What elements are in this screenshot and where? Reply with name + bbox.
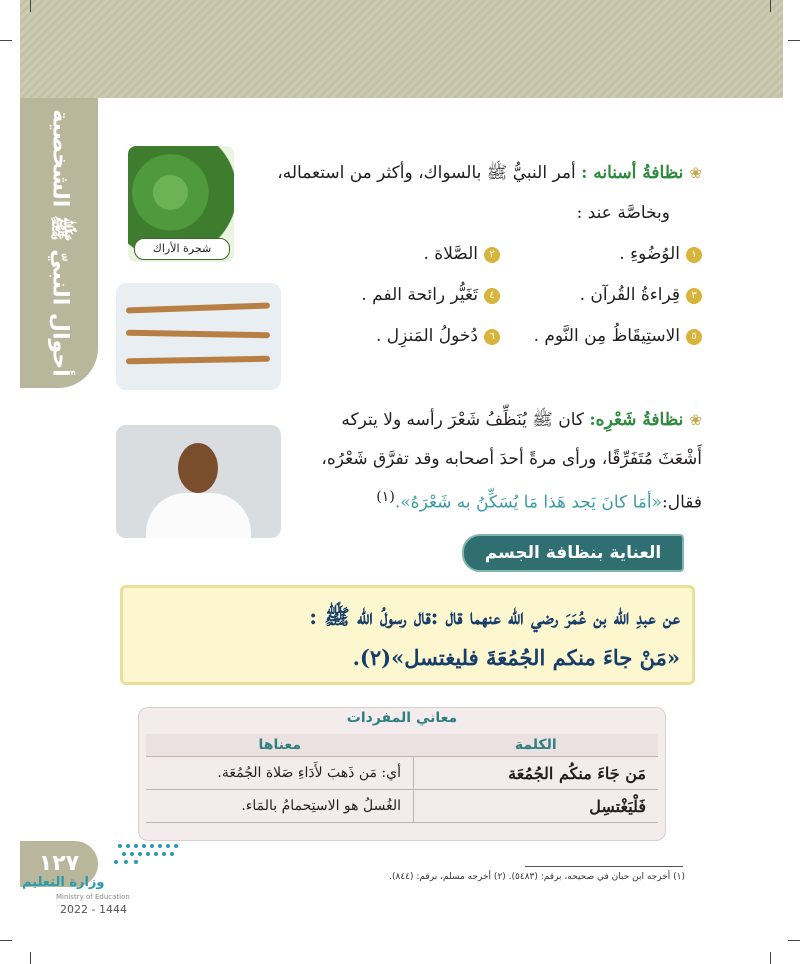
chapter-title-text: أحوال النبيّ ﷺ الشخصية xyxy=(48,109,73,377)
crop-mark xyxy=(788,940,800,941)
number-badge: ٥ xyxy=(686,329,702,345)
ministry-logo-icon xyxy=(112,838,192,868)
number-badge: ٣ xyxy=(686,288,702,304)
boy-combing-hair-image xyxy=(116,425,281,538)
hair-heading: نظافةُ شَعْرِه: xyxy=(589,410,684,430)
crop-mark xyxy=(30,952,31,964)
teeth-item-3 xyxy=(580,285,702,305)
crop-mark xyxy=(770,952,771,964)
teeth-item-text: تَغَيُّر رائحة الفم . xyxy=(361,285,478,305)
teeth-text-1: أمر النبيُّ ﷺ بالسواك، وأكثر من استعماله، xyxy=(277,163,576,183)
teeth-item-text: الوُضُوءِ . xyxy=(619,244,680,264)
arak-tree-caption: شجرة الأراك xyxy=(134,238,230,260)
vocabulary-title: معاني المفردات xyxy=(346,710,458,726)
vocab-word: فَلْيَغْتسِل xyxy=(414,790,659,823)
teeth-item-text: قِراءةُ القُرآن . xyxy=(579,285,680,305)
hair-ref: (١) xyxy=(376,489,395,505)
section-banner-label: العناية بنظافة الجسم xyxy=(484,543,662,563)
crop-mark xyxy=(0,40,12,41)
teeth-item-4 xyxy=(361,285,500,305)
table-row xyxy=(146,757,658,790)
teeth-item-5 xyxy=(534,326,702,346)
chapter-title-vertical xyxy=(20,98,98,388)
teeth-item-text: الاستِيقَاظُ مِن النَّوم . xyxy=(533,326,680,346)
hair-line-2: أَشْعَثَ مُتَفَرِّقًا، ورأى مرةً أحدَ أصحابه وقد تفرَّق شَعْرُه، xyxy=(321,449,702,469)
edition-year: 2022 - 1444 xyxy=(60,903,127,916)
boy-head xyxy=(178,443,218,493)
hair-said: فقال: xyxy=(662,492,702,513)
vocab-meaning: الغُسلُ هو الاستِحمامُ بالمَاء. xyxy=(146,790,414,823)
flower-bullet-icon: ❀ xyxy=(689,164,702,182)
miswak-stick xyxy=(126,330,270,339)
crop-mark xyxy=(788,40,800,41)
top-band-texture xyxy=(20,0,783,98)
ministry-name-arabic: وزارة التعليم xyxy=(22,875,105,890)
miswak-stick xyxy=(126,302,270,313)
crop-mark xyxy=(770,0,771,12)
table-header-row xyxy=(146,734,658,757)
flower-bullet-icon: ❀ xyxy=(689,411,702,429)
teeth-item-text: دُخولُ المَنزِل . xyxy=(375,326,478,346)
teeth-item-6 xyxy=(376,326,500,346)
page-number: ١٢٧ xyxy=(38,851,80,876)
column-header-word: الكلمة xyxy=(414,734,659,757)
number-badge: ٢ xyxy=(484,247,500,263)
teeth-line-1 xyxy=(277,162,702,187)
footnotes: (١) أخرجه ابن حبان في صحيحه، برقم: (٥٤٨٣). (٢) أخرجه مسلم، برقم: (٨٤٤). xyxy=(389,872,685,882)
vocab-word: مَن جَاءَ منكُم الجُمُعَة xyxy=(414,757,659,790)
number-badge: ٤ xyxy=(484,288,500,304)
teeth-item-text: الصَّلاة . xyxy=(423,244,478,264)
number-badge: ٦ xyxy=(484,329,500,345)
number-badge: ١ xyxy=(686,247,702,263)
vocab-meaning: أي: مَن ذَهبَ لأَدَاءِ صَلاة الجُمُعَة. xyxy=(146,757,414,790)
teeth-heading: نظافةُ أسنانه : xyxy=(581,163,684,183)
teeth-item-2 xyxy=(423,244,500,264)
miswak-stick xyxy=(126,356,270,365)
vocabulary-table xyxy=(146,734,658,823)
teeth-item-1 xyxy=(619,244,702,264)
hair-quote: «أمَا كانَ يَجد هَذا مَا يُسَكِّنُ به شَعْرَهُ». xyxy=(394,492,662,513)
table-row xyxy=(146,790,658,823)
hadith-line-1: عن عبدِ الله بن عُمَرَ رضي الله عنهما قال :قال رسولُ الله ﷺ : xyxy=(309,604,680,629)
hair-line-3 xyxy=(376,489,702,513)
miswak-sticks-image xyxy=(116,283,281,390)
footnote-separator xyxy=(525,866,683,867)
hadith-line-2: «مَنْ جاءَ منكم الجُمُعَةَ فليغتسل»(٢). xyxy=(352,645,680,670)
column-header-meaning: معناها xyxy=(146,734,414,757)
crop-mark xyxy=(30,0,31,12)
boy-body xyxy=(146,493,251,538)
crop-mark xyxy=(0,940,12,941)
hadith-box xyxy=(120,585,695,685)
hair-line-1 xyxy=(341,409,702,434)
ministry-name-english: Ministry of Education xyxy=(56,893,130,901)
hair-text-1: كان ﷺ يُنَظِّفُ شَعْرَ رأسه ولا يتركه xyxy=(341,410,584,430)
teeth-line-2: وبخاصَّة عند : xyxy=(576,203,670,223)
